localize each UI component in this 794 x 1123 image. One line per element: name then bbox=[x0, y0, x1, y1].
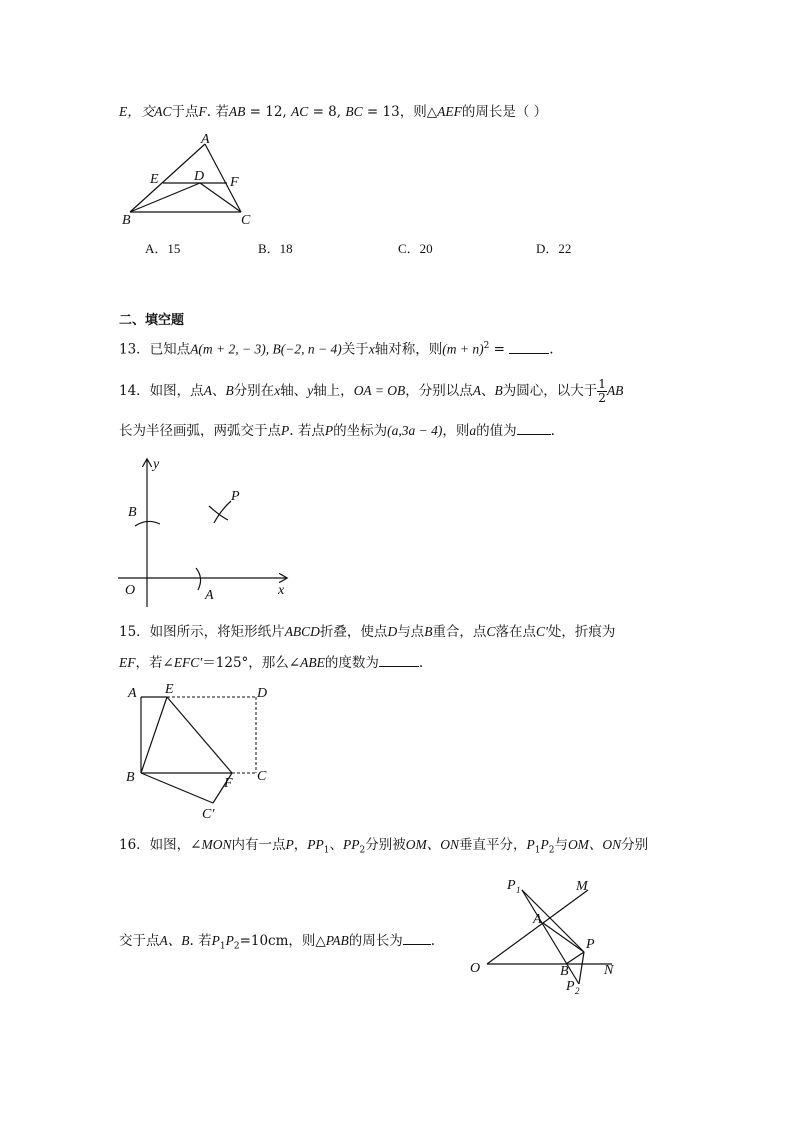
q12-text: E，交AC于点F. 若AB = 12, AC = 8, BC = 13，则△AEF的周长是（ ） bbox=[119, 104, 548, 120]
fig12-label-a: A bbox=[201, 132, 210, 147]
fig15-label-f: F bbox=[224, 776, 233, 791]
q14-text-line1: 14．如图，点A、B分别在x轴、y轴上，OA = OB，分别以点A、B为圆心，以大于 $\frac{1}{2}$ AB bbox=[119, 377, 624, 405]
q12-option-b[interactable]: B．18 bbox=[258, 241, 293, 256]
fig16-label-m: M bbox=[576, 879, 588, 894]
fig16-label-p1: P bbox=[507, 878, 516, 893]
fig15-label-b: B bbox=[126, 770, 135, 785]
fig16-label-n: N bbox=[604, 963, 614, 978]
q15-answer-blank[interactable] bbox=[379, 653, 419, 667]
fig12-label-e: E bbox=[150, 172, 159, 187]
q14-text-line2: 长为半径画弧，两弧交于点P. 若点P的坐标为(a,3a − 4)，则a的值为 . bbox=[119, 423, 555, 439]
fig15-label-c-prime: C′ bbox=[202, 807, 215, 820]
fig12-label-d: D bbox=[194, 169, 205, 184]
fig16-label-a: A bbox=[533, 912, 542, 927]
fig15-label-d: D bbox=[257, 686, 268, 701]
fig14-label-x: x bbox=[278, 583, 285, 598]
q12-option-a[interactable]: A．15 bbox=[145, 241, 181, 256]
q15-text-line2: EF，若∠EFC′＝125°，那么∠ABE的度数为 . bbox=[119, 655, 424, 671]
q12-option-c[interactable]: C．20 bbox=[398, 241, 433, 256]
fig16-label-p2: P bbox=[566, 979, 575, 994]
fig15-label-a: A bbox=[128, 686, 137, 701]
q13-answer-blank[interactable] bbox=[509, 340, 549, 354]
fig16-label-o: O bbox=[470, 961, 481, 976]
fig15-label-e: E bbox=[165, 682, 174, 697]
fraction-one-half: $\frac{1}{2}$ bbox=[598, 377, 606, 405]
fig12-label-c: C bbox=[241, 213, 251, 228]
q16-angle-figure bbox=[462, 872, 632, 1000]
fig14-label-y: y bbox=[153, 457, 160, 472]
q13-text: 13．已知点A(m + 2, − 3), B(−2, n − 4)关于x轴对称，则$(m + n)^2$ = . bbox=[119, 341, 554, 358]
fig16-label-p: P bbox=[586, 937, 595, 952]
q12-triangle-figure bbox=[110, 128, 270, 228]
fig14-label-b: B bbox=[128, 505, 137, 520]
section-title: 二、填空题 bbox=[119, 313, 185, 328]
fig15-label-c: C bbox=[257, 769, 267, 784]
fig14-label-p: P bbox=[231, 489, 240, 504]
fig16-label-p1-sub: 1 bbox=[516, 885, 521, 895]
q16-text-line2: 交于点A、B. 若$P_1P_2=10cm$，则△PAB的周长为 . bbox=[119, 933, 436, 952]
q12-option-d[interactable]: D．22 bbox=[536, 241, 572, 256]
q14-answer-blank[interactable] bbox=[517, 421, 551, 435]
q15-text-line1: 15．如图所示，将矩形纸片ABCD折叠，使点D与点B重合，点C落在点C′处，折痕为 bbox=[119, 624, 616, 640]
fig12-label-b: B bbox=[122, 213, 131, 228]
fig16-label-p2-sub: 2 bbox=[575, 986, 580, 996]
q16-answer-blank[interactable] bbox=[403, 931, 431, 945]
q14-coordinate-figure bbox=[110, 450, 300, 608]
q15-rectangle-fold-figure bbox=[120, 680, 280, 820]
q16-text-line1: 16．如图，∠MON内有一点P，$PP_1$、$PP_2$分别被OM、ON垂直平分，$P_1P_2$与OM、ON分别 bbox=[119, 837, 649, 856]
fig16-label-b: B bbox=[560, 964, 569, 979]
fig14-label-a: A bbox=[205, 588, 214, 603]
fig12-label-f: F bbox=[230, 175, 239, 190]
fig14-label-o: O bbox=[125, 583, 136, 598]
